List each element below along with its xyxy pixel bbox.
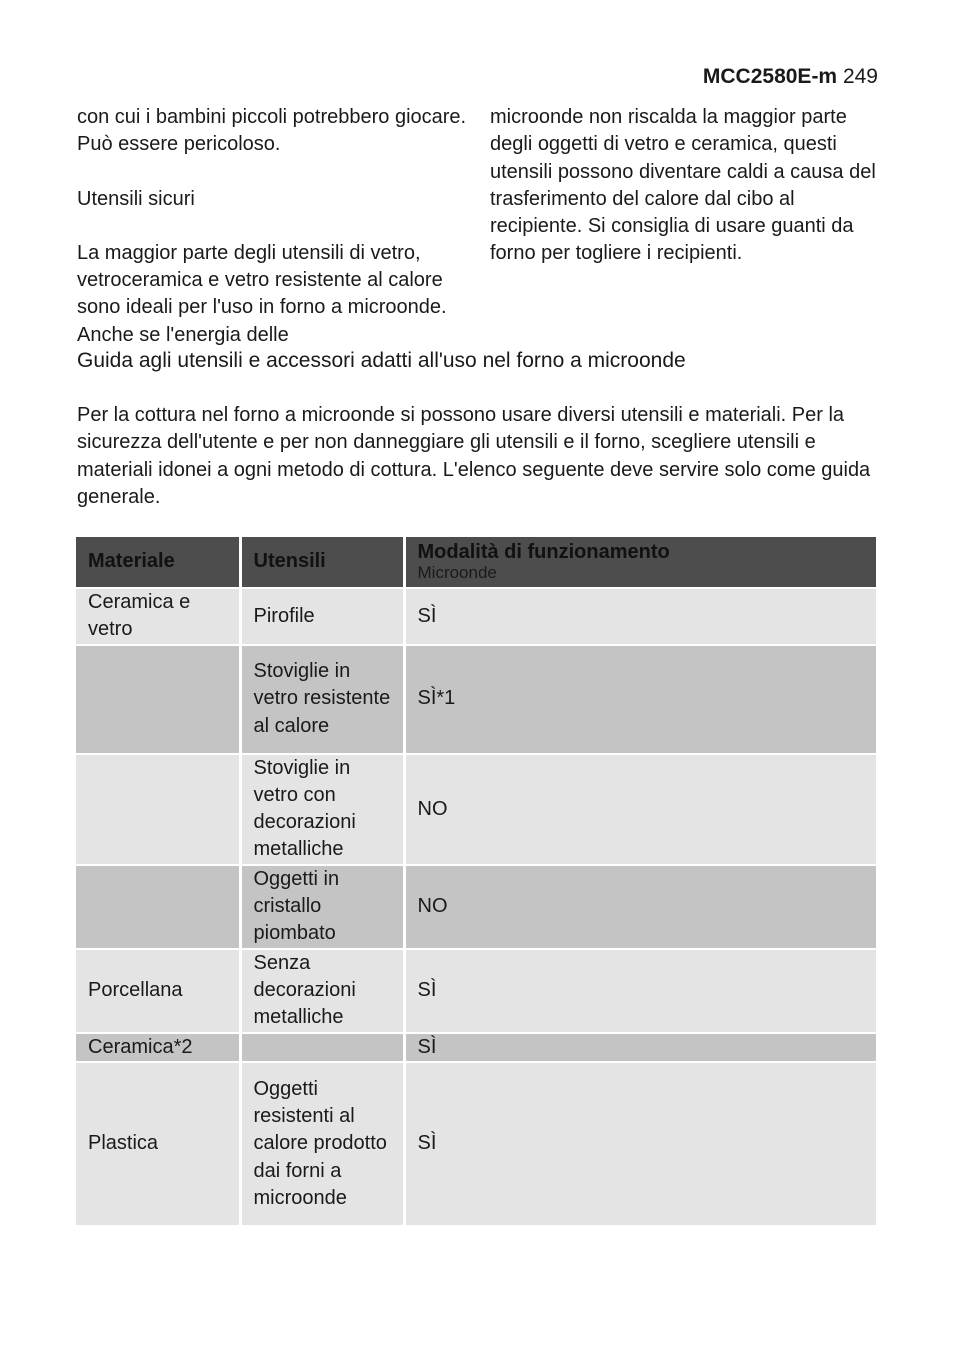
cell-utensil: Stoviglie in vetro con decorazioni metalliche (240, 754, 404, 865)
cell-microwave: SÌ (404, 1033, 876, 1062)
section-title: Guida agli utensili e accessori adatti all'uso nel forno a microonde (77, 349, 686, 372)
right-column (490, 104, 880, 268)
cell-material: Ceramica e vetro (76, 588, 240, 645)
header-utensils: Utensili (240, 537, 404, 588)
page-number: 249 (842, 65, 878, 88)
header-mode-sub: Microonde (417, 563, 497, 582)
table-row (76, 645, 876, 754)
cell-utensil: Oggetti resistenti al calore prodotto dai forni a microonde (240, 1062, 404, 1226)
table-header-row (76, 537, 876, 588)
table-row (76, 1062, 876, 1226)
cell-utensil (240, 1033, 404, 1062)
left-paragraph-1: con cui i bambini piccoli potrebbero giocare. Può essere pericoloso. (77, 106, 467, 156)
table-row (76, 865, 876, 949)
cell-utensil: Senza decorazioni metalliche (240, 949, 404, 1033)
cell-microwave: SÌ (404, 949, 876, 1033)
cell-utensil: Oggetti in cristallo piombato (240, 865, 404, 949)
cell-microwave: SÌ (404, 1062, 876, 1226)
cell-utensil: Pirofile (240, 588, 404, 645)
cell-material (76, 865, 240, 949)
page-header (703, 64, 878, 90)
cell-microwave: SÌ*1 (404, 645, 876, 754)
cell-material (76, 645, 240, 754)
header-mode (404, 537, 876, 588)
left-column (77, 104, 467, 349)
cell-material: Plastica (76, 1062, 240, 1226)
utensils-table (76, 537, 876, 1227)
cell-microwave: NO (404, 754, 876, 865)
cell-material: Ceramica*2 (76, 1033, 240, 1062)
table-row (76, 588, 876, 645)
cell-material (76, 754, 240, 865)
cell-microwave: SÌ (404, 588, 876, 645)
table-row (76, 1033, 876, 1062)
cell-microwave: NO (404, 865, 876, 949)
model-name: MCC2580E-m (702, 65, 838, 88)
left-paragraph-2: La maggior parte degli utensili di vetro, vetroceramica e vetro resistente al calore sono ideali per l'uso in forno a microonde. Anche se l'energia delle (77, 241, 447, 346)
header-mode-title: Modalità di funzionamento (417, 541, 670, 563)
header-material: Materiale (76, 537, 240, 588)
table-row (76, 949, 876, 1033)
section-intro: Per la cottura nel forno a microonde si possono usare diversi utensili e materiali. Per la sicurezza dell'utente e per non danneggiare gli utensili e il forno, scegliere utensili e materiali idonei a ogni metodo di cottura. L'elenco seguente deve servire solo come guida generale. (77, 404, 871, 508)
cell-utensil: Stoviglie in vetro resistente al calore (240, 645, 404, 754)
cell-material: Porcellana (76, 949, 240, 1033)
right-paragraph-1: microonde non riscalda la maggior parte degli oggetti di vetro e ceramica, questi utensili possono diventare caldi a causa del trasferimento del calore dal cibo al recipiente. Si consiglia di usare guanti da forno per togliere i recipienti. (490, 106, 876, 265)
safe-utensils-subheading: Utensili sicuri (77, 187, 195, 210)
table-row (76, 754, 876, 865)
